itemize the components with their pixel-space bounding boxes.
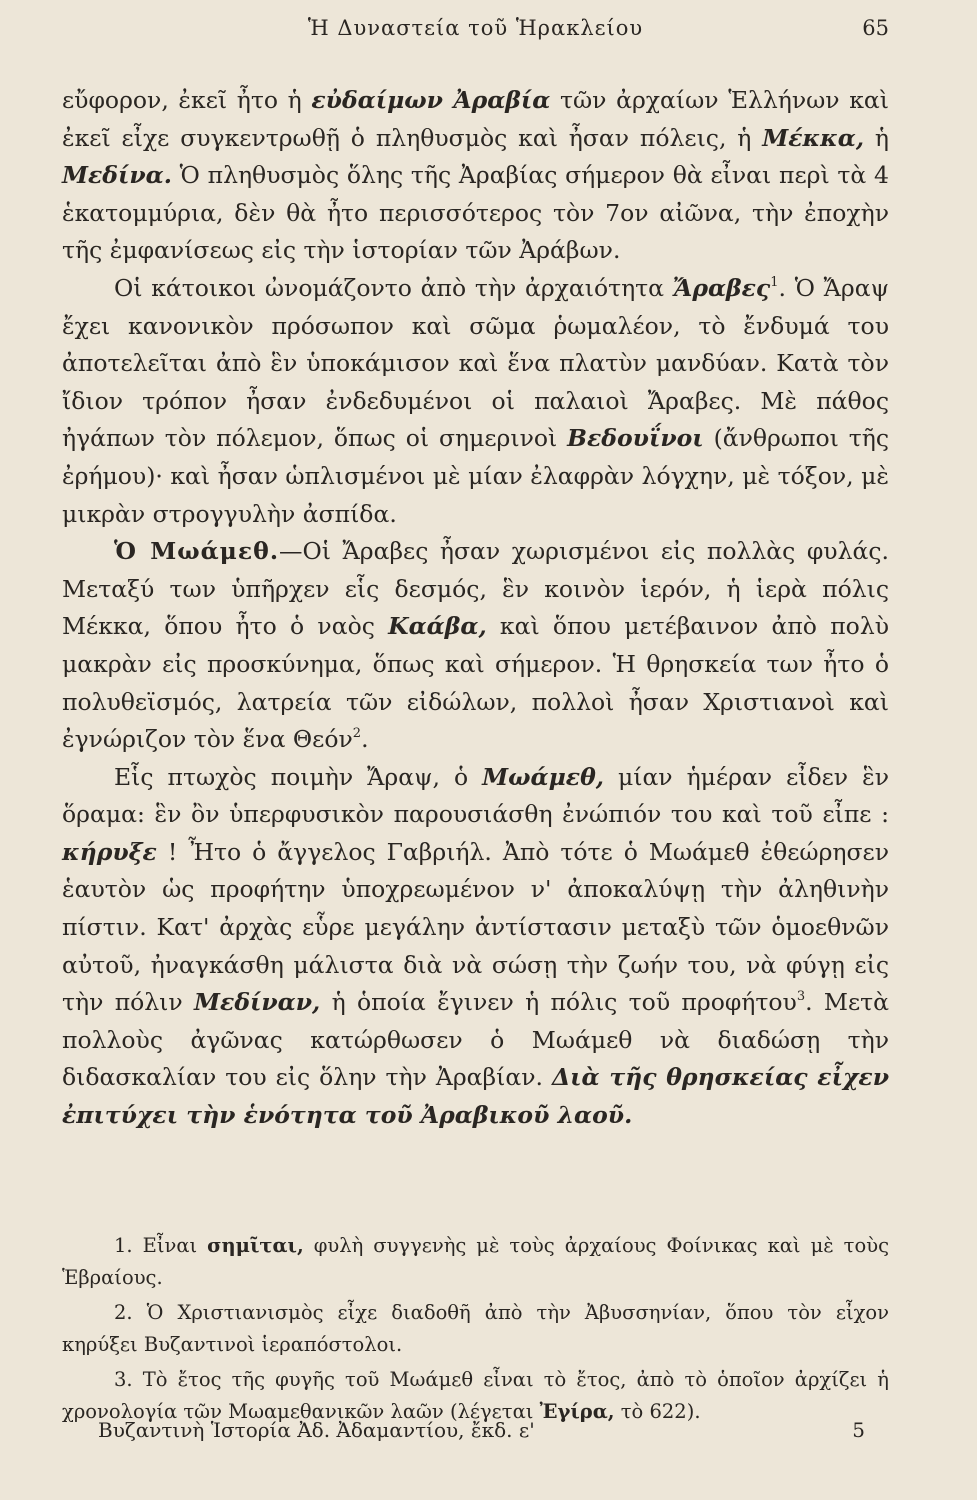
running-title: Ἡ Δυναστεία τοῦ Ἡρακλείου — [307, 16, 644, 40]
text-run: εὔφορον, ἐκεῖ ἦτο ἡ — [62, 86, 312, 114]
text-run: φυλὴ συγγενὴς μὲ τοὺς ἀρχαίους Φοίνικας καὶ μὲ τοὺς Ἑβραίους. — [62, 1234, 889, 1289]
footnote-ref-3: 3 — [796, 989, 806, 1005]
emphasis-keryxe: κήρυξε — [62, 837, 157, 866]
footnotes — [62, 1230, 889, 1431]
sheet-number: 5 — [852, 1418, 865, 1442]
paragraph-2 — [62, 270, 889, 533]
text-run: (ἄνθρωποι τῆς ἐρήμου)· καὶ ἦσαν ὡπλισμένοι μὲ μίαν ἐλαφρὰν λόγχην, μὲ τόξον, μὲ μικρὰν στρογγυλὴν ἀσπίδα. — [62, 424, 889, 528]
footnote-ref-2: 2 — [352, 726, 362, 742]
text-run: καὶ ὅπου μετέβαινον ἀπὸ πολὺ μακρὰν εἰς προσκύνημα, ὅπως καὶ σήμερον. Ἡ θρησκεία των ἦτο ὁ πολυθεϊσμός, λατρεία τῶν εἰδώλων, πολλοὶ ἦσαν Χριστιανοὶ καὶ ἐγνώριζον τὸν ἕνα Θεόν — [62, 612, 889, 754]
text-run: . — [361, 725, 369, 754]
page-header — [62, 16, 889, 50]
text-run: 3. Τὸ ἔτος τῆς φυγῆς τοῦ Μωάμεθ εἶναι τὸ ἔτος, ἀπὸ τὸ ὁποῖον ἀρχίζει ἡ χρονολογία τῶν Μωαμεθανικῶν λαῶν (λέγεται — [62, 1368, 889, 1423]
text-run: μίαν ἡμέραν εἶδεν ἓν ὅραμα: ἓν ὂν ὑπερφυσικὸν παρουσιάσθη ἐνώπιόν του καὶ τοῦ εἶπε : — [62, 762, 889, 829]
text-run: Οἱ κάτοικοι ὠνομάζοντο ἀπὸ τὴν ἀρχαιότητα — [114, 273, 673, 302]
footnote-1 — [62, 1230, 889, 1293]
paragraph-3 — [62, 533, 889, 759]
text-run: ! Ἦτο ὁ ἄγγελος Γαβριήλ. Ἀπὸ τότε ὁ Μωάμεθ ἐθεώρησεν ἑαυτὸν ὡς προφήτην ὑποχρεωμένον ν' ἀποκαλύψῃ τὴν ἀληθινὴν πίστιν. Κατ' ἀρχὰς εὗρε μεγάλην ἀντίστασιν μεταξὺ τῶν ὁμοεθνῶν αὐτοῦ, ἠναγκάσθη μάλιστα διὰ νὰ σώσῃ τὴν ζωήν του, νὰ φύγῃ εἰς τὴν πόλιν — [62, 837, 889, 1017]
emphasis-arabes: Ἄραβες — [672, 273, 771, 302]
page-footer — [62, 1418, 889, 1450]
text-run: ἡ ὁποία ἔγινεν ἡ πόλις τοῦ προφήτου — [320, 988, 797, 1017]
emphasis-kaaba: Καάβα, — [388, 612, 487, 641]
text-run: τῶν ἀρχαίων Ἑλλήνων καὶ ἐκεῖ εἶχε συγκεντρωθῇ ὁ πληθυσμὸς καὶ ἦσαν πόλεις, ἡ — [62, 86, 889, 152]
emphasis-hegira: Ἐγίρα, — [539, 1399, 615, 1423]
text-run: . Μετὰ πολλοὺς ἀγῶνας κατώρθωσεν ὁ Μωάμεθ νὰ διαδώσῃ τὴν διδασκαλίαν του εἰς ὅλην τὴν Ἀραβίαν. — [62, 988, 889, 1092]
emphasis-semites: σημῖται, — [207, 1234, 304, 1257]
emphasis-bedouins: Βεδουΐνοι — [567, 424, 704, 453]
text-run: Εἷς πτωχὸς ποιμὴν Ἄραψ, ὁ — [114, 762, 483, 791]
paragraph-1 — [62, 82, 889, 270]
text-run: τὸ 622). — [614, 1399, 701, 1423]
emphasis-unity-statement: Διὰ τῆς θρησκείας εἶχεν ἐπιτύχει τὴν ἑνότητα τοῦ Ἀραβικοῦ λαοῦ. — [62, 1063, 889, 1130]
paragraph-4 — [62, 759, 889, 1135]
footnote-2 — [62, 1297, 889, 1360]
main-text — [62, 82, 889, 1135]
emphasis-eudaimon-arabia: εὐδαίμων Ἀραβία — [311, 86, 551, 114]
emphasis-moameth: Μωάμεθ, — [482, 762, 604, 791]
footnote-ref-1: 1 — [770, 274, 779, 290]
text-run: Ὁ πληθυσμὸς ὅλης τῆς Ἀραβίας σήμερον θὰ εἶναι περὶ τὰ 4 ἑκατομμύρια, δὲν θὰ ἦτο περισσότερος τὸν 7ον αἰῶνα, τὴν ἐποχὴν τῆς ἐμφανίσεως εἰς τὴν ἱστορίαν τῶν Ἀράβων. — [62, 161, 889, 265]
section-heading-mohammed: Ὁ Μωάμεθ. — [114, 537, 280, 566]
text-run: . Ὁ Ἄραψ ἔχει κανονικὸν πρόσωπον καὶ σῶμα ῥωμαλέον, τὸ ἔνδυμά του ἀποτελεῖται ἀπὸ ἓν ὑποκάμισον καὶ ἕνα πλατὺν μανδύαν. Κατὰ τὸν ἴδιον τρόπον ἦσαν ἐνδεδυμένοι οἱ παλαιοὶ Ἄραβες. Μὲ πάθος ἠγάπων τὸν πόλεμον, ὅπως οἱ σημερινοὶ — [62, 273, 889, 453]
page-number: 65 — [862, 16, 889, 40]
text-run: ἡ — [864, 123, 889, 152]
emphasis-medina: Μεδίνα. — [62, 161, 172, 190]
text-run: —Οἱ Ἄραβες ἦσαν χωρισμένοι εἰς πολλὰς φυλάς. Μεταξύ των ὑπῆρχεν εἷς δεσμός, ἓν κοινὸν ἱερόν, ἡ ἱερὰ πόλις Μέκκα, ὅπου ἦτο ὁ ναὸς — [62, 537, 889, 641]
emphasis-mekka: Μέκκα, — [762, 123, 865, 152]
printer-signature: Βυζαντινὴ Ἱστορία Ἀδ. Ἀδαμαντίου, ἔκδ. ε' — [98, 1418, 535, 1442]
text-run: 2. Ὁ Χριστιανισμὸς εἶχε διαδοθῆ ἀπὸ τὴν Ἀβυσσηνίαν, ὅπου τὸν εἶχον κηρύξει Βυζαντινοὶ ἱεραπόστολοι. — [62, 1301, 889, 1356]
emphasis-medinan: Μεδίναν, — [194, 988, 321, 1017]
text-run: 1. Εἶναι — [114, 1234, 208, 1257]
